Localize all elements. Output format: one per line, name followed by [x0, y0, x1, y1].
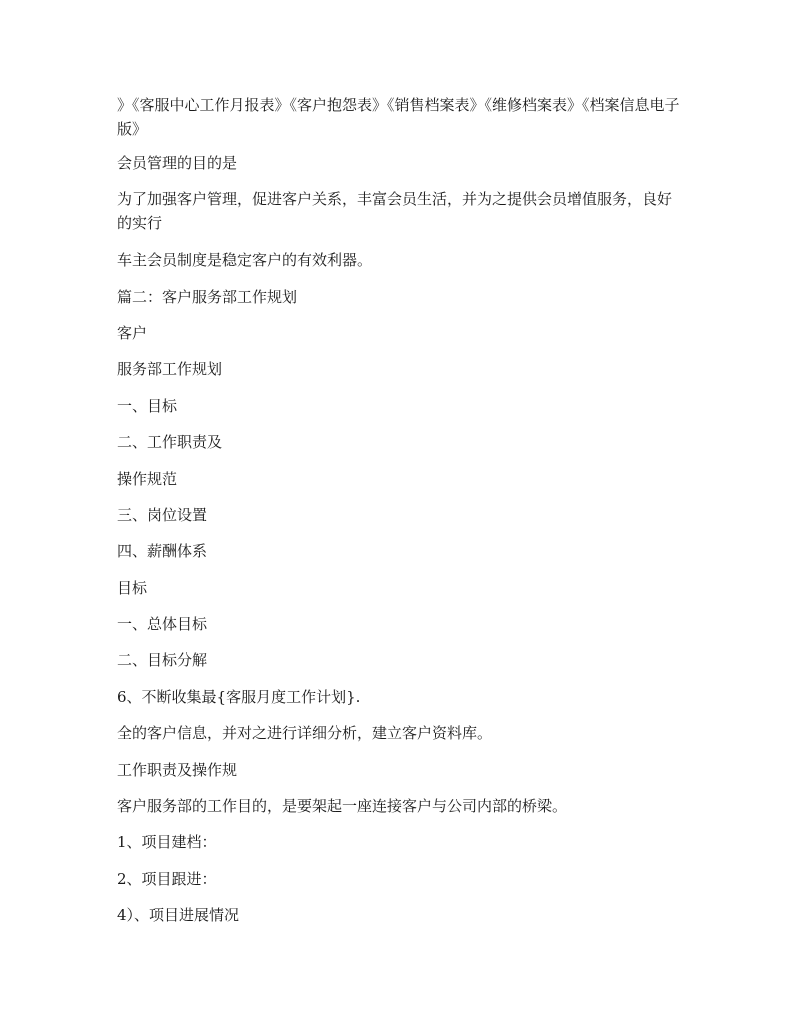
- list-item-project-filing: 1、项目建档：: [117, 833, 217, 851]
- list-item-collect-info: 6、不断收集最{客服月度工作计划}.: [117, 688, 361, 706]
- paragraph-form-list: 》《客服中心工作月报表》《客户抱怨表》《销售档案表》《维修档案表》《档案信息电子版》: [117, 96, 680, 138]
- paragraph-customer: 客户: [117, 324, 148, 342]
- paragraph-department-plan: 服务部工作规划: [117, 360, 223, 378]
- list-item-project-followup: 2、项目跟进：: [117, 870, 217, 888]
- paragraph-duties-heading: 工作职责及操作规: [117, 761, 238, 779]
- paragraph-membership-system: 车主会员制度是稳定客户的有效利器。: [117, 251, 373, 269]
- list-item-goal-breakdown: 二、目标分解: [117, 651, 208, 669]
- list-item-project-progress: 4）、项目进展情况: [117, 906, 240, 924]
- list-item-compensation: 四、薪酬体系: [117, 542, 208, 560]
- paragraph-operation-standards: 操作规范: [117, 470, 178, 488]
- list-item-duties: 二、工作职责及: [117, 433, 223, 451]
- list-item-goals: 一、目标: [117, 397, 178, 415]
- paragraph-customer-database: 全的客户信息，并对之进行详细分析，建立客户资料库。: [117, 724, 493, 742]
- paragraph-membership-goals: 为了加强客户管理，促进客户关系，丰富会员生活，并为之提供会员增值服务，良好的实行: [117, 190, 673, 232]
- paragraph-membership-purpose: 会员管理的目的是: [117, 154, 238, 172]
- paragraph-department-purpose: 客户服务部的工作目的，是要架起一座连接客户与公司内部的桥梁。: [117, 797, 568, 815]
- paragraph-goals-heading: 目标: [117, 579, 148, 597]
- section-heading-part-two: 篇二：客户服务部工作规划: [117, 288, 298, 306]
- list-item-overall-goal: 一、总体目标: [117, 615, 208, 633]
- list-item-positions: 三、岗位设置: [117, 506, 208, 524]
